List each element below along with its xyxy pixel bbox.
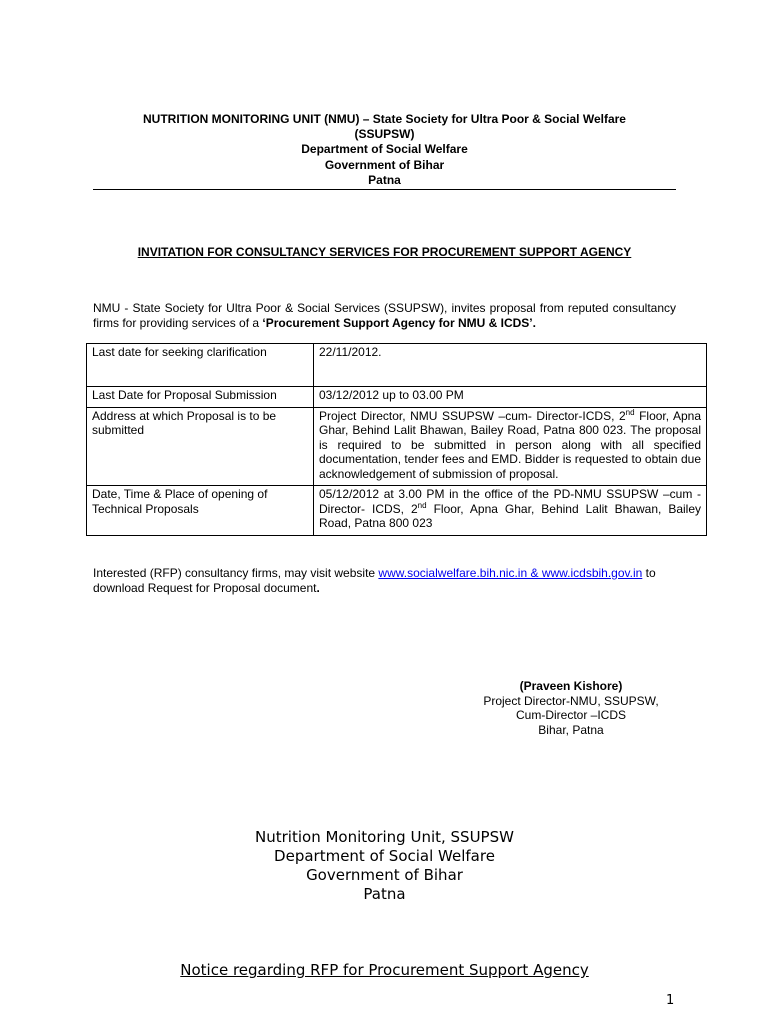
footer-government: Government of Bihar xyxy=(306,866,463,884)
row-value: 03/12/2012 up to 03.00 PM xyxy=(314,387,707,408)
intro-bold-text: ‘Procurement Support Agency for NMU & ICDS’. xyxy=(262,315,536,330)
header-org-line: NUTRITION MONITORING UNIT (NMU) – State Society for Ultra Poor & Social Welfare xyxy=(143,112,626,126)
row-value-text: 05/12/2012 at 3.00 PM in the office of the PD-NMU SSUPSW –cum - Director- ICDS, 2 xyxy=(319,487,701,516)
intro-text: NMU - State Society for Ultra Poor & Social Services (SSUPSW), invites proposal from reputed consultancy firms for providing services of a xyxy=(93,301,676,330)
website-link[interactable]: www.socialwelfare.bih.nic.in & www.icdsbih.gov.in xyxy=(378,566,643,580)
signature-block xyxy=(456,679,686,737)
tender-info-table xyxy=(86,343,707,536)
ordinal-suffix: nd xyxy=(417,500,427,510)
row-value xyxy=(314,486,707,536)
footer-department: Department of Social Welfare xyxy=(274,847,495,865)
table-row xyxy=(87,486,707,536)
website-text: Interested (RFP) consultancy firms, may visit website xyxy=(93,566,379,580)
row-label: Address at which Proposal is to be submitted xyxy=(87,407,314,486)
sentence-end: . xyxy=(316,580,320,595)
header-department: Department of Social Welfare xyxy=(301,142,468,157)
row-value-text: Project Director, NMU SSUPSW –cum- Director-ICDS, 2 xyxy=(319,408,626,423)
table-row xyxy=(87,407,707,486)
document-header xyxy=(93,112,676,188)
ordinal-suffix: nd xyxy=(625,407,635,417)
website-text-after: to download Request for Proposal document xyxy=(93,566,656,595)
signatory-name: (Praveen Kishore) xyxy=(519,679,623,693)
row-value xyxy=(314,407,707,486)
header-city: Patna xyxy=(368,172,401,187)
row-label: Last Date for Proposal Submission xyxy=(87,387,314,408)
page-number: 1 xyxy=(666,993,675,1008)
notice-title: Notice regarding RFP for Procurement Support Agency xyxy=(180,961,589,979)
signatory-location: Bihar, Patna xyxy=(538,722,604,737)
table-row xyxy=(87,344,707,387)
signatory-title-2: Cum-Director –ICDS xyxy=(515,708,626,722)
row-value: 22/11/2012. xyxy=(314,344,707,387)
invitation-title: INVITATION FOR CONSULTANCY SERVICES FOR PROCUREMENT SUPPORT AGENCY xyxy=(137,245,632,259)
row-label: Last date for seeking clarification xyxy=(87,344,314,387)
footer-org: Nutrition Monitoring Unit, SSUPSW xyxy=(255,828,514,846)
footer-block xyxy=(93,828,676,904)
row-label: Date, Time & Place of opening of Technical Proposals xyxy=(87,486,314,536)
signatory-title: Project Director-NMU, SSUPSW, xyxy=(483,693,659,708)
header-org-abbrev: (SSUPSW) xyxy=(354,127,415,142)
table-row xyxy=(87,387,707,408)
intro-paragraph xyxy=(93,301,676,330)
row-value-text: Floor, Apna Ghar, Behind Lalit Bhawan, Bailey Road, Patna 800 023 xyxy=(319,501,701,530)
row-value-text: Floor, Apna Ghar, Behind Lalit Bhawan, Bailey Road, Patna 800 023. The proposal is required to be submitted in person along with all specified documentation, tender fees and EMD. Bidder is requested to obtain due acknowledgement of submission of proposal. xyxy=(319,408,702,481)
header-divider xyxy=(93,189,676,190)
footer-city: Patna xyxy=(363,885,406,903)
website-paragraph xyxy=(93,566,676,595)
header-government: Government of Bihar xyxy=(324,157,445,172)
